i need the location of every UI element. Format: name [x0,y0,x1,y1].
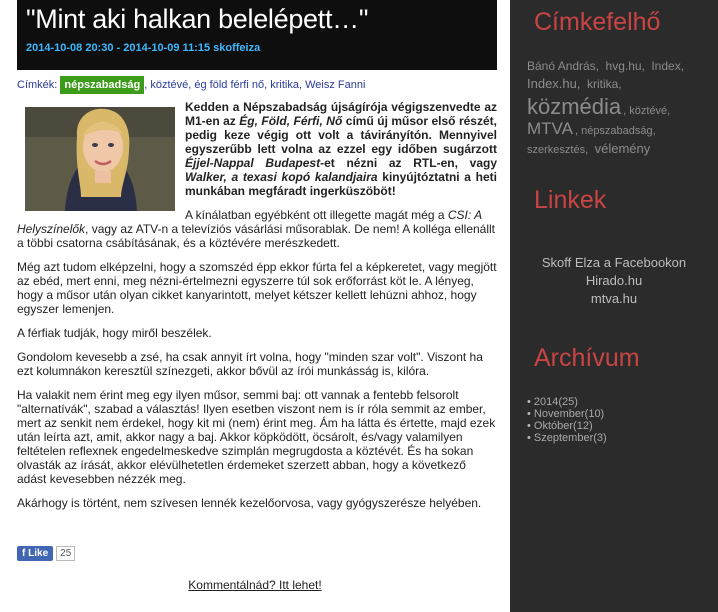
paragraph-6: Akárhogy is történt, nem szívesen lennék kezelőorvosa, vagy gyógyszerésze helyében. [17,496,482,510]
tag-nepszabadsag[interactable]: népszabadság [60,76,144,94]
paragraph-1 [17,208,497,250]
paragraph-4: Gondolom kevesebb a zsé, ha csak annyit írt volna, hogy "minden szar volt". Viszont ha ezt kolumnákon keresztül színezgeti, akkor bővül az írói munkásság is, kilóra. [17,350,483,378]
p1-title: CSI: A Helyszínelők [17,208,482,236]
cloud-tag[interactable]: Index, [651,59,685,73]
post-date: 2014-10-08 20:30 - 2014-10-09 11:15 skoffeiza [26,42,261,54]
paragraph-3: A férfiak tudják, hogy miről beszélek. [17,326,212,340]
tags-label: Címkék: [17,79,58,91]
cloud-tag[interactable]: közmédia [527,93,622,119]
tag-koztv[interactable]: köztévé [150,79,189,91]
tag-cloud [527,57,717,158]
lead-text-3: -et nézni az RTL-en, vagy [320,156,497,170]
archive-year-label: 2014(25) [533,396,578,408]
like-label: Like [28,548,49,559]
archive-month[interactable]: • November(10) [527,408,607,420]
post-body [17,100,497,520]
links-title: Linkek [534,186,607,214]
lead-text-1: Kedden a Népszabadság újságírója végigszenvedte az M1-en az [185,100,497,128]
cloud-tag[interactable]: MTVA [527,119,573,139]
links-list [510,254,718,308]
tagcloud-title: Címkefelhő [534,8,661,36]
archive-month[interactable]: • Szeptember(3) [527,432,607,444]
link-mtva[interactable]: mtva.hu [590,291,638,306]
lead-title-1: Ég, Föld, Férfi, Nő [239,114,343,128]
archive-list [527,396,607,444]
sidebar [510,0,718,612]
lead-title-2: Éjjel-Nappal Budapest [185,156,321,170]
tag-kritika[interactable]: kritika [270,79,299,91]
archive-year[interactable] [527,396,607,444]
cloud-tag[interactable]: , köztévé, [623,104,671,117]
facebook-like [17,546,75,562]
tag-list: Címkék: népszabadság , köztévé, ég föld férfi nő, kritika, Weisz Fanni [17,79,497,91]
p1-text-2: , vagy az ATV-n a televíziós vásárlási műsorablak. De nem! A kolléga ellenállt a többi csatorna csábításának, és a köztévére merészkedett. [17,222,496,250]
tag-eg-fold[interactable]: ég föld férfi nő [194,79,265,91]
paragraph-5: Ha valakit nem érint meg egy ilyen műsor, semmi baj: ott vannak a fentebb felsorolt "alternatívák", szabad a választás! Ilyen esetben viszont nem is ír róla semmit az ember, mert az senkit nem érdekel, hogy kit mi (nem) érint meg. Ám ha látta és értette, majd ezek után leírta azt, amit, akkor nagy a baj. Akkor köpködött, öcsárolt, és/vagy valamilyen feltételen reflexnek engedelmeskedve szimplán megrugdosta a köztévét. És ha sokan olvasták az írását, akkor elévülhetetlen érdemeket szerzett abban, hogy a következő adást kevesebben nézzék meg. [17,388,496,486]
paragraph-2: Még azt tudom elképzelni, hogy a szomszéd épp ekkor fúrta fel a képkeretet, vagy megjött az ebéd, mert enni, meg nézni-értelmezni egyszerre túl sok erőforrást köt le. A lényeg, hogy a műsor után olyan cikket kanyarintott, melyet kétszer kellett lehúzni ahhoz, hogy egyszer lemenjen. [17,260,497,316]
like-count: 25 [56,546,75,561]
cloud-tag[interactable]: kritika, [586,77,622,92]
cloud-tag[interactable]: szerkesztés, [527,143,589,156]
link-facebook[interactable]: Skoff Elza a Facebookon [541,255,687,270]
link-hirado[interactable]: Hirado.hu [585,273,643,288]
post-header [17,0,497,70]
lead-text-2: című új műsor első részét, pedig keze végig ott volt a távirányítón. Mennyivel egyszerűbb lett volna az ezzel egy időben sugárzott [185,114,497,156]
lead-text-4: kinyújtóztatni a heti munkában megfáradt ingerküszöböt! [185,170,497,198]
facebook-icon: f [22,548,26,559]
post-title[interactable]: "Mint aki halkan belelépett…" [26,4,369,34]
portrait-photo-icon [25,107,175,211]
cloud-tag[interactable]: vélemény [594,140,651,156]
lead-title-3: Walker, a texasi kopó kalandjaira [185,170,378,184]
tag-weisz-fanni[interactable]: Weisz Fanni [305,79,366,91]
p1-text-1: A kínálatban egyébként ott illegette magát még a [185,208,448,222]
archive-title: Archívum [534,344,640,372]
cloud-tag[interactable]: hvg.hu, [605,59,645,73]
cloud-tag[interactable]: Bánó András, [527,59,600,73]
like-button[interactable] [17,546,53,561]
comment-link[interactable]: Kommentálnád? Itt lehet! [188,578,322,592]
archive-month[interactable]: • Október(12) [527,420,607,432]
cloud-tag[interactable]: Index.hu, [527,76,581,92]
cloud-tag[interactable]: , népszabadság, [574,125,656,138]
